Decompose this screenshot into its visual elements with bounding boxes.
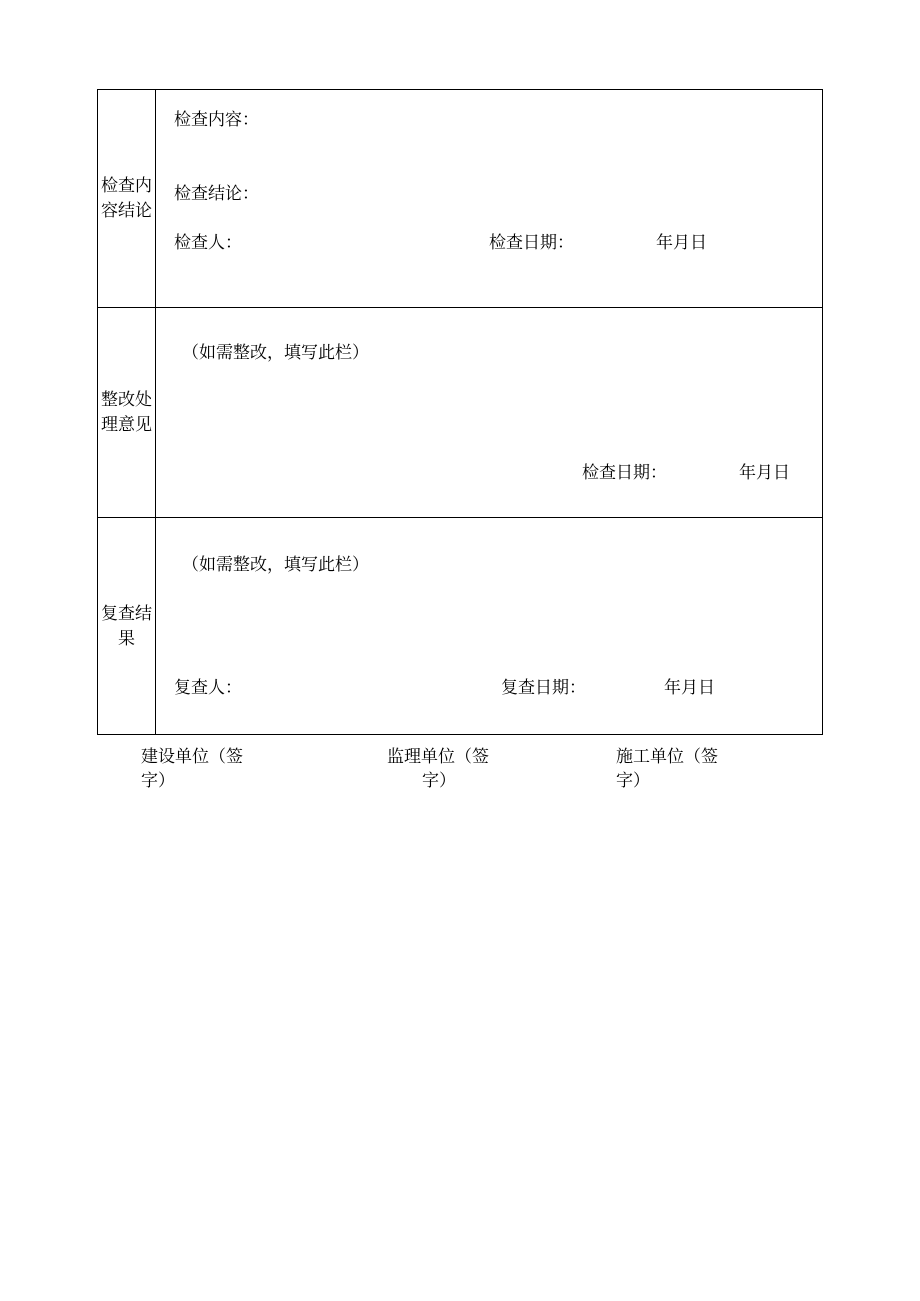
- recheck-inspector-label: 复查人：: [174, 678, 242, 698]
- inspection-row: [98, 90, 822, 307]
- inspection-date-label: 检查日期：: [489, 233, 574, 253]
- contractor-unit-signature: [616, 745, 736, 793]
- rectification-date-label: 检查日期：: [582, 463, 667, 483]
- supervision-unit-line1: 监理单位（签: [387, 747, 489, 767]
- recheck-row: [98, 517, 822, 735]
- recheck-label-line2: 果: [118, 628, 135, 649]
- rectification-label-line1: 整改处: [101, 390, 152, 410]
- construction-unit-line2: 字）: [141, 771, 175, 791]
- supervision-unit-signature: [387, 745, 507, 793]
- inspector-label: 检查人：: [174, 233, 242, 253]
- inspection-label-cell: [98, 90, 156, 307]
- inspection-form-table: [97, 89, 823, 735]
- rectification-date-suffix: 年月日: [739, 463, 790, 483]
- rectification-row: [98, 307, 822, 518]
- inspection-date-suffix: 年月日: [656, 233, 707, 253]
- rectification-note: （如需整改，填写此栏）: [182, 343, 369, 363]
- rectification-label-cell: [98, 308, 156, 518]
- contractor-unit-line1: 施工单位（签: [616, 747, 718, 767]
- recheck-label-cell: [98, 518, 156, 735]
- construction-unit-line1: 建设单位（签: [141, 747, 243, 767]
- inspection-label-line2: 容结论: [101, 200, 152, 221]
- recheck-note: （如需整改，填写此栏）: [182, 555, 369, 575]
- inspection-content-label: 检查内容：: [174, 110, 259, 130]
- recheck-date-suffix: 年月日: [664, 678, 715, 698]
- supervision-unit-line2: 字）: [422, 771, 456, 791]
- construction-unit-signature: [141, 745, 261, 793]
- inspection-conclusion-label: 检查结论：: [174, 184, 259, 204]
- recheck-date-label: 复查日期：: [501, 678, 586, 698]
- contractor-unit-line2: 字）: [616, 771, 650, 791]
- rectification-label-line2: 理意见: [101, 415, 152, 435]
- recheck-label-line1: 复查结: [101, 603, 152, 624]
- inspection-label-line1: 检查内: [101, 175, 152, 196]
